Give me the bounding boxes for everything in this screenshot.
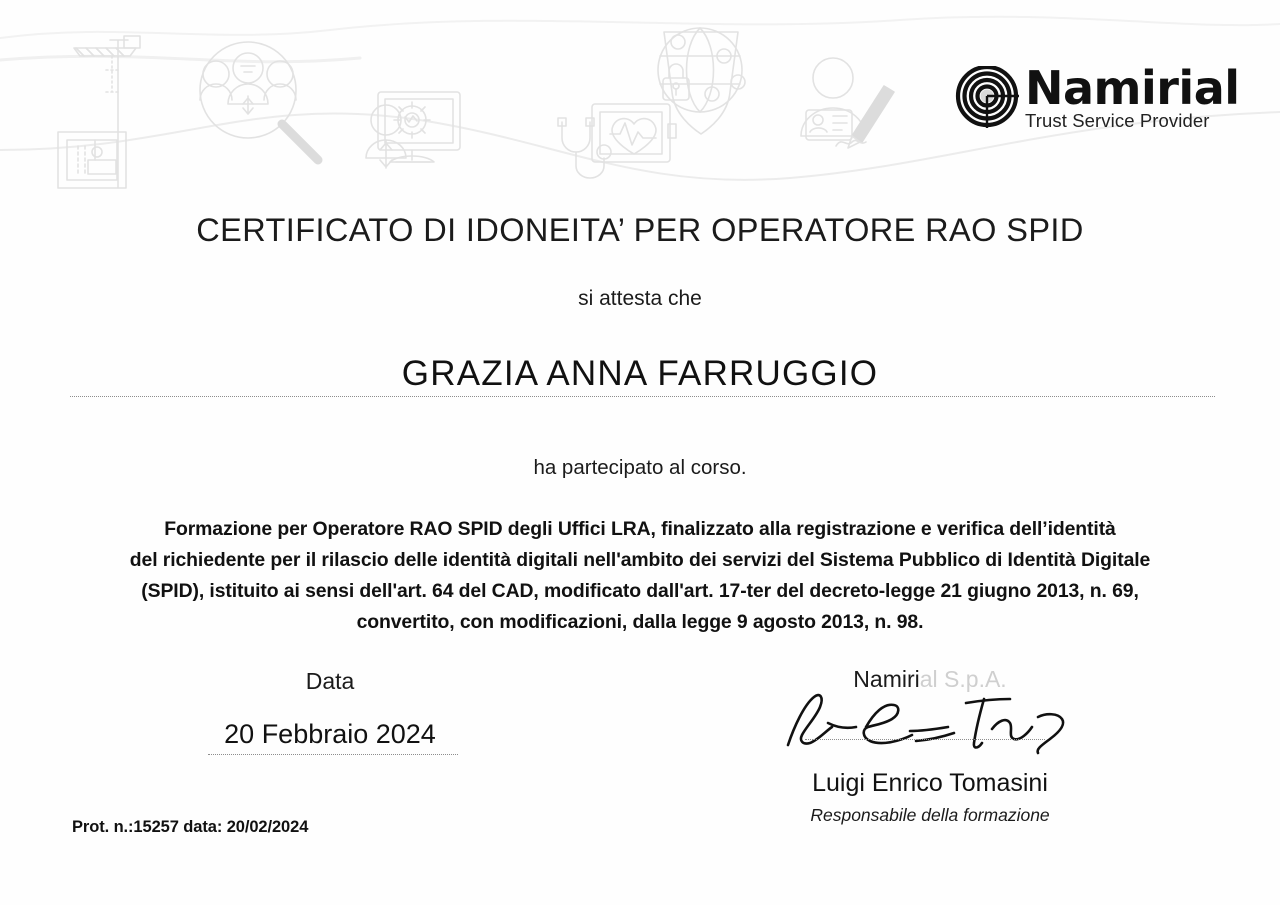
protocol-line: Prot. n.:15257 data: 20/02/2024 [72,818,309,836]
recipient-name: GRAZIA ANNA FARRUGGIO [401,354,879,393]
signature-block [760,666,1100,826]
course-description-line: Formazione per Operatore RAO SPID degli Uffici LRA, finalizzato alla registrazione e verifica dell’identità [164,518,1116,540]
signature-area [760,683,1100,755]
signer-role: Responsabile della formazione [810,805,1050,825]
company-name-faded: al S.p.A. [919,666,1007,692]
date-block [190,668,470,755]
certificate-title: CERTIFICATO DI IDONEITA’ PER OPERATORE RAO SPID [196,212,1084,248]
course-description [64,514,1216,638]
namirial-concentric-rings-logo-icon [955,66,1019,130]
company-name-visible: Namiri [853,666,920,692]
signature-rule [805,739,1045,740]
recipient-name-rule [70,396,1215,397]
stethoscope-heartbeat-monitor-icon [558,104,676,178]
crane-construction-icon [58,36,140,188]
date-rule [208,754,458,755]
header-decorative-band [0,0,1280,200]
course-description-line: (SPID), istituito ai sensi dell'art. 64 del CAD, modificato dall'art. 17-ter del decreto-legge 21 giugno 2013, n. 69, [141,580,1139,602]
attestation-line: si attesta che [578,287,702,310]
brand-name: Namirial [1025,61,1240,116]
handwritten-signature-icon [770,683,1090,755]
date-label: Data [305,668,355,694]
shield-padlock-globe-network-icon [658,28,745,134]
namirial-logo [955,58,1240,138]
course-description-line: del richiedente per il rilascio delle identità digitali nell'ambito dei servizi del Sistema Pubblico di Identità Digitale [129,549,1151,571]
brand-text-group [1025,61,1240,132]
person-monitor-gear-icon [366,92,460,168]
participation-line: ha partecipato al corso. [533,456,747,479]
date-value: 20 Febbraio 2024 [224,719,436,749]
brand-tagline: Trust Service Provider [1025,110,1210,132]
course-description-line: convertito, con modificazioni, dalla legge 9 agosto 2013, n. 98. [356,611,924,633]
person-id-card-pen-signature-icon [801,58,894,148]
signer-name: Luigi Enrico Tomasini [812,769,1048,797]
